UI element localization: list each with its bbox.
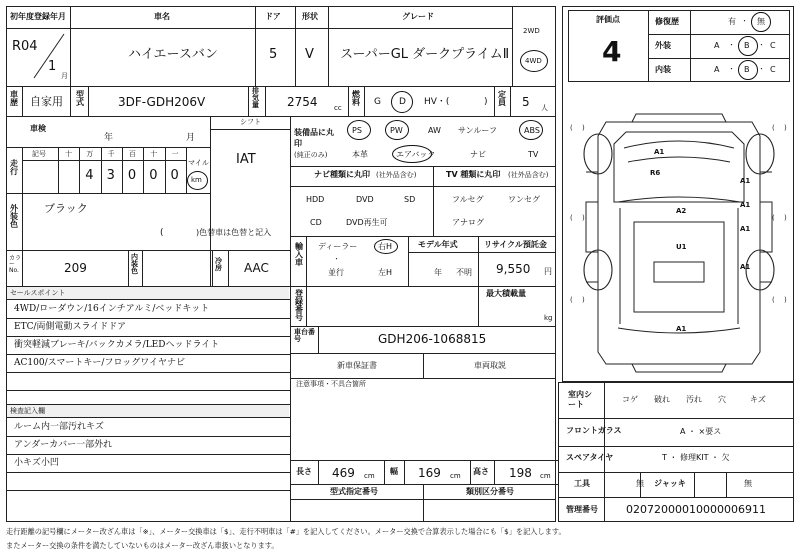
- navi-cd: CD: [310, 218, 322, 227]
- fuel-d: D: [399, 97, 406, 107]
- tv-analog: アナログ: [452, 218, 484, 227]
- vehicle-manual: 車両取説: [474, 361, 506, 370]
- svg-text:(: (: [570, 214, 573, 222]
- notes-label: 注意事項・不具合箇所: [296, 380, 366, 388]
- footer-line-1: 走行距離の記号欄にメーター改ざん車は「※」、メーター交換車は「$」、走行不明車は「#」を記入してください。メーター交換で合算表示した場合にも「$」を記入します。: [6, 527, 566, 536]
- length-value: 469: [332, 466, 355, 480]
- damage-mark: U1: [676, 243, 687, 251]
- first-reg-month-unit: 月: [61, 72, 68, 80]
- equipment-item: PW: [390, 126, 403, 135]
- tv-sub: (社外品含む): [508, 171, 549, 179]
- odo-digit: 3: [106, 168, 115, 183]
- color-paren-open: (: [160, 228, 164, 238]
- sales-points-label: セールスポイント: [10, 289, 66, 297]
- first-reg-month: 1: [48, 59, 57, 74]
- equipment-item: ナビ: [470, 150, 486, 159]
- displacement-value: 2754: [287, 95, 318, 109]
- equipment-item: サンルーフ: [458, 126, 497, 135]
- repair-no: 無: [757, 17, 765, 26]
- navi-sd: SD: [404, 195, 416, 204]
- odo-head: 十: [65, 150, 72, 158]
- car-name-label: 車名: [154, 12, 170, 21]
- seat-label: 室内シート: [568, 390, 592, 410]
- glass-label: フロントガラス: [566, 426, 622, 435]
- odo-head: 千: [107, 150, 115, 158]
- shape-label: 形状: [302, 12, 318, 21]
- score-label: 評価点: [596, 15, 620, 24]
- odo-head: 万: [86, 150, 94, 158]
- jack-value: 無: [744, 479, 752, 488]
- import-dot: ・: [333, 255, 340, 263]
- chassis-value: GDH206-1068815: [378, 332, 487, 346]
- score-value: 4: [602, 35, 622, 68]
- footer-line-2: またメーター交換の条件を満たしていないものはメーター改ざん車扱いとなります。: [6, 541, 279, 550]
- seat-item: 穴: [718, 395, 726, 404]
- odo-divider: [58, 147, 59, 193]
- svg-text:(: (: [772, 124, 775, 132]
- jack-label: ジャッキ: [654, 479, 686, 488]
- damage-mark: A1: [740, 263, 751, 271]
- color-label: 外装色: [10, 204, 18, 229]
- damage-mark: A1: [654, 148, 665, 156]
- height-unit: cm: [540, 472, 551, 480]
- fuel-g: G: [374, 97, 381, 107]
- seat-item: 破れ: [654, 395, 670, 404]
- control-value: 02072000010000006911: [626, 503, 766, 516]
- width-value: 169: [418, 466, 441, 480]
- svg-text:): ): [784, 214, 787, 222]
- grade-value: スーパーGL ダークプライムⅡ: [340, 47, 510, 62]
- shaken-year-unit: 年: [104, 133, 114, 143]
- inspector-label: 検査記入欄: [10, 407, 45, 415]
- recycle-label: リサイクル預託金: [484, 240, 547, 249]
- seat-item: キズ: [750, 395, 766, 404]
- sales-point-1: 4WD/ローダウン/16インチアルミ/ベッドキット: [14, 304, 210, 314]
- svg-text:): ): [784, 296, 787, 304]
- damage-mark: A2: [676, 207, 687, 215]
- import-parallel: 並行: [328, 268, 344, 277]
- mileage-kigou: 記号: [32, 150, 46, 158]
- svg-text:): ): [582, 296, 585, 304]
- fuel-label: 燃料: [352, 90, 360, 107]
- color-no-label: カラーNo.: [9, 255, 22, 274]
- damage-mark: R6: [650, 169, 661, 177]
- interior-label: 内装: [655, 65, 671, 74]
- height-label: 高さ: [473, 467, 489, 476]
- tv-oneseg: ワンセグ: [508, 195, 540, 204]
- capacity-unit: 人: [541, 104, 548, 112]
- import-left-h: 左H: [378, 268, 393, 277]
- capacity-label: 定員: [498, 90, 506, 107]
- registration-label: 登録番号: [295, 289, 303, 322]
- svg-text:(: (: [772, 296, 775, 304]
- odo-digit: 0: [149, 168, 158, 183]
- car-diagram: [566, 92, 792, 380]
- interior-grade-c: C: [770, 65, 776, 74]
- drive-4wd: 4WD: [525, 57, 542, 65]
- navi-label: ナビ種類に丸印: [314, 170, 370, 179]
- exterior-grade-c: C: [770, 41, 776, 50]
- odo-head: 一: [171, 150, 179, 158]
- cooler-value: AAC: [244, 261, 269, 275]
- recycle-value: 9,550: [496, 262, 531, 276]
- odo-digit: 0: [127, 168, 137, 183]
- svg-text:(: (: [570, 296, 573, 304]
- color-value: ブラック: [44, 202, 88, 215]
- type-designation-label: 型式指定番号: [330, 487, 378, 496]
- km-label: km: [191, 176, 202, 184]
- new-car-cert: 新車保証書: [337, 361, 377, 370]
- usage-label: 車歴: [10, 90, 18, 107]
- shift-value: IAT: [236, 152, 256, 167]
- displacement-label: 排気量: [252, 87, 259, 109]
- max-load-unit: kg: [544, 314, 553, 322]
- capacity-value: 5: [522, 95, 530, 109]
- category-number-label: 類別区分番号: [466, 487, 514, 496]
- seat-item: 汚れ: [686, 395, 702, 404]
- equipment-sub: (純正のみ): [294, 151, 328, 159]
- first-reg-label: 初年度登録年月: [10, 12, 66, 21]
- length-label: 長さ: [296, 467, 312, 476]
- sales-point-4: AC100/スマートキー/フロッグワイヤナビ: [14, 358, 185, 368]
- svg-text:): ): [582, 214, 585, 222]
- doors-label: ドア: [265, 12, 281, 21]
- grade-label: グレード: [402, 12, 434, 21]
- shift-label: シフト: [240, 118, 261, 126]
- odo-divider: [165, 147, 166, 193]
- navi-dvd-play: DVD再生可: [346, 218, 388, 227]
- model-year-label: モデル年式: [418, 240, 458, 249]
- odo-divider: [101, 147, 102, 193]
- import-dealer: ディーラー: [318, 242, 358, 251]
- equipment-item: ABS: [524, 126, 540, 135]
- equipment-item: AW: [428, 126, 441, 135]
- exterior-label: 外装: [655, 41, 671, 50]
- exterior-grade-sep: ・: [758, 41, 765, 49]
- repair-dot: ・: [741, 17, 748, 25]
- interior-grade-a: A: [714, 65, 720, 74]
- exterior-grade-a: A: [714, 41, 720, 50]
- sales-point-2: ETC/両側電動スライドドア: [14, 322, 126, 332]
- odo-head: 百: [128, 150, 136, 158]
- inspector-line-1: ルーム内一部汚れキズ: [14, 422, 104, 432]
- model-label: 型式: [76, 90, 84, 107]
- import-label: 輸入車: [295, 242, 303, 267]
- inspector-line-2: アンダーカバー一部外れ: [14, 440, 113, 450]
- equipment-item: 本革: [352, 150, 368, 159]
- exterior-grade-b: B: [744, 41, 750, 50]
- damage-mark: A1: [740, 177, 751, 185]
- equipment-item: TV: [528, 150, 539, 159]
- tool-label: 工具: [574, 479, 590, 488]
- svg-text:): ): [582, 124, 585, 132]
- fuel-hv: HV・(: [424, 97, 450, 107]
- navi-dvd: DVD: [356, 195, 374, 204]
- mileage-label: 走行: [10, 159, 18, 176]
- repair-yes: 有: [728, 17, 736, 26]
- shaken-month-unit: 月: [186, 133, 196, 143]
- glass-items: A ・ ×要ス: [680, 427, 722, 436]
- mile-label: マイル: [188, 159, 209, 167]
- svg-text:(: (: [772, 214, 775, 222]
- shape-value: V: [305, 47, 314, 62]
- max-load-label: 最大積載量: [486, 289, 526, 298]
- car-name: ハイエースバン: [128, 47, 218, 62]
- repair-label: 修復歴: [655, 17, 679, 26]
- interior-grade-sep: ・: [728, 65, 735, 73]
- inspector-line-3: 小キズ小凹: [14, 458, 59, 468]
- navi-hdd: HDD: [306, 195, 325, 204]
- interior-grade-b: B: [744, 65, 750, 74]
- odo-digit: 0: [170, 168, 179, 183]
- interior-grade-sep: ・: [758, 65, 765, 73]
- tool-value: 無: [636, 479, 644, 488]
- shaken-label: 車検: [30, 124, 46, 133]
- model-year-unit: 年: [434, 268, 442, 277]
- navi-sub: (社外品含む): [376, 171, 417, 179]
- equipment-item: エアバック: [396, 150, 436, 159]
- drive-2wd: 2WD: [523, 27, 540, 35]
- first-reg-year: R04: [12, 39, 38, 54]
- odo-digit: 4: [85, 168, 94, 183]
- doors-value: 5: [269, 47, 278, 62]
- control-label: 管理番号: [566, 505, 598, 514]
- color-note: )色替車は色替と記入: [196, 228, 272, 237]
- length-unit: cm: [364, 472, 375, 480]
- model-value: 3DF-GDH206V: [118, 95, 206, 109]
- damage-mark: A1: [740, 225, 751, 233]
- recycle-yen: 円: [544, 267, 552, 276]
- svg-text:): ): [784, 124, 787, 132]
- cooler-label: 冷房: [215, 257, 222, 272]
- sales-point-3: 衝突軽減ブレーキ/バックカメラ/LEDヘッドライト: [14, 340, 220, 350]
- import-right-h: 右H: [378, 242, 393, 251]
- displacement-unit: cc: [334, 104, 342, 112]
- fuel-close: ): [484, 97, 488, 107]
- interior-color-label: 内装色: [131, 253, 138, 275]
- odo-head: 十: [150, 150, 158, 158]
- tv-label: TV 種類に丸印: [446, 170, 501, 179]
- damage-mark: A1: [676, 325, 687, 333]
- chassis-label: 車台番号: [294, 328, 315, 343]
- equipment-label: 装備品に丸印: [294, 128, 334, 149]
- spare-items: T ・ 修理KIT ・ 欠: [662, 453, 730, 462]
- spare-label: スペアタイヤ: [566, 453, 614, 462]
- odo-divider: [143, 147, 144, 193]
- odo-divider: [79, 147, 80, 193]
- odo-divider: [122, 147, 123, 193]
- equipment-item: PS: [352, 126, 362, 135]
- seat-item: コゲ: [622, 395, 638, 404]
- height-value: 198: [509, 466, 532, 480]
- odo-divider: [186, 147, 187, 193]
- width-unit: cm: [450, 472, 461, 480]
- width-label: 幅: [390, 467, 398, 476]
- usage-value: 自家用: [30, 95, 63, 108]
- tv-fullseg: フルセグ: [452, 195, 484, 204]
- exterior-grade-sep: ・: [728, 41, 735, 49]
- model-year-unknown: 不明: [456, 268, 472, 277]
- svg-text:(: (: [570, 124, 573, 132]
- damage-mark: A1: [740, 201, 751, 209]
- color-no-value: 209: [64, 261, 87, 275]
